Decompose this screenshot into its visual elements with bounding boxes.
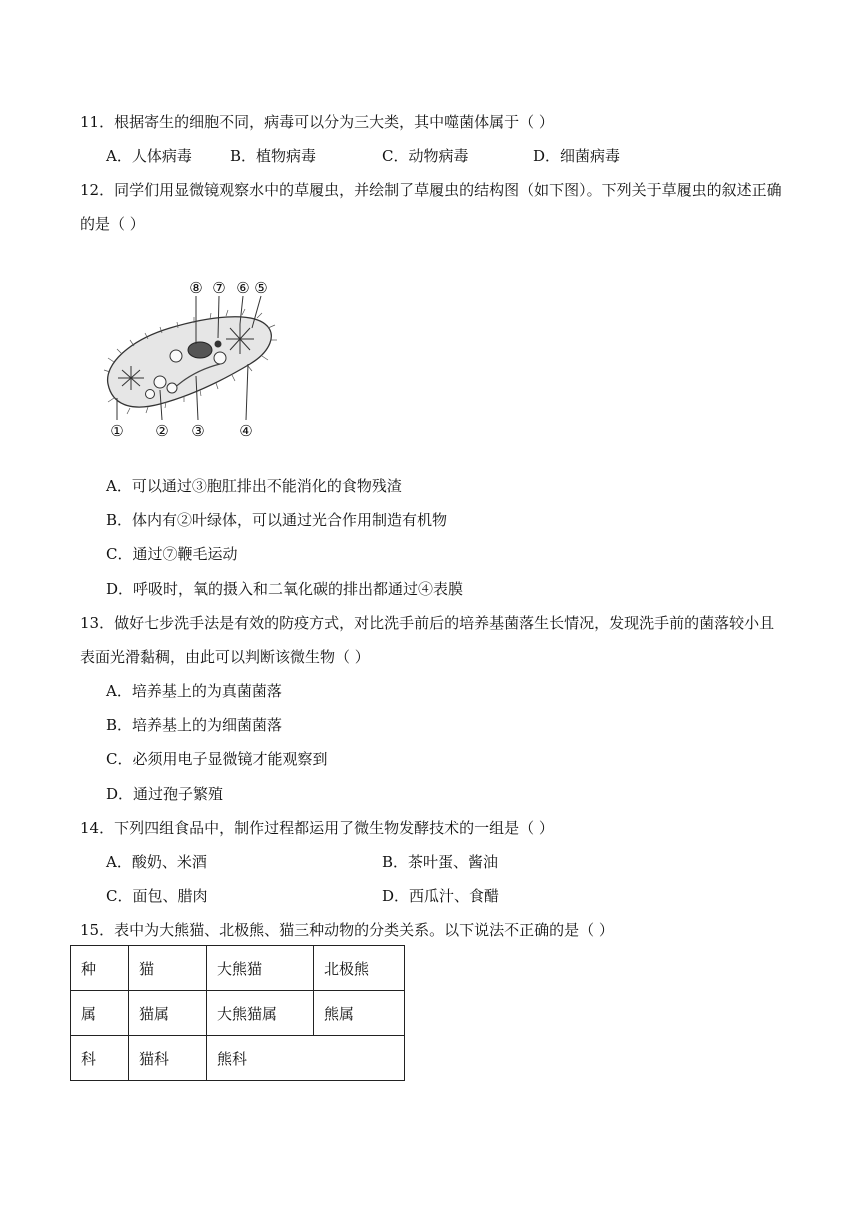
q14-stem: 14．下列四组食品中，制作过程都运用了微生物发酵技术的一组是（ ） [80,819,554,837]
label-5: ⑤ [254,279,268,297]
q14-option-d: D．西瓜汁、食醋 [382,887,500,905]
table-cell: 属 [71,991,129,1036]
q11-option-a: A．人体病毒 [106,147,192,165]
table-cell: 种 [71,946,129,991]
table-cell: 科 [71,1036,129,1081]
q13-option-d: D．通过孢子繁殖 [106,785,224,803]
q12-stem-line1: 12．同学们用显微镜观察水中的草履虫，并绘制了草履虫的结构图（如下图）。下列关于草履虫的叙述正确 [80,181,782,199]
q14-options-row2 [106,886,806,906]
paramecium-figure [100,272,290,442]
q15-stem: 15．表中为大熊猫、北极熊、猫三种动物的分类关系。以下说法不正确的是（ ） [80,921,614,939]
classification-table [70,945,405,1081]
q11-option-b: B．植物病毒 [230,147,317,165]
table-cell: 熊属 [314,991,405,1036]
table-cell: 熊科 [207,1036,405,1081]
q13-stem-line2: 表面光滑黏稠，由此可以判断该微生物（ ） [80,648,370,666]
table-row [71,1036,405,1081]
q14-option-c: C．面包、腊肉 [106,887,208,905]
q11-options [106,146,806,166]
q14-option-a: A．酸奶、米酒 [106,853,207,871]
label-3: ③ [191,422,205,440]
q13-stem-line1: 13．做好七步洗手法是有效的防疫方式，对比洗手前后的培养基菌落生长情况，发现洗手前的菌落较小且 [80,614,775,632]
q13-option-a: A．培养基上的为真菌菌落 [106,682,282,700]
q12-stem-line2: 的是（ ） [80,215,145,233]
label-8: ⑧ [189,279,203,297]
q11-stem: 11．根据寄生的细胞不同，病毒可以分为三大类，其中噬菌体属于（ ） [80,113,554,131]
table-row [71,991,405,1036]
q11-option-c: C．动物病毒 [382,147,469,165]
table-cell: 猫科 [129,1036,207,1081]
q13-option-b: B．培养基上的为细菌菌落 [106,716,283,734]
q14-options-row1 [106,852,806,872]
label-6: ⑥ [236,279,250,297]
label-2: ② [155,422,169,440]
label-4: ④ [239,422,253,440]
q12-option-c: C．通过⑦鞭毛运动 [106,545,238,563]
q13-option-c: C．必须用电子显微镜才能观察到 [106,750,328,768]
q11-option-d: D．细菌病毒 [533,147,621,165]
label-7: ⑦ [212,279,226,297]
q14-option-b: B．茶叶蛋、酱油 [382,853,499,871]
q12-option-a: A．可以通过③胞肛排出不能消化的食物残渣 [106,477,402,495]
macronucleus [188,342,212,358]
q12-option-d: D．呼吸时，氧的摄入和二氧化碳的排出都通过④表膜 [106,580,464,598]
label-1: ① [110,422,124,440]
table-cell: 猫 [129,946,207,991]
table-cell: 大熊猫属 [207,991,314,1036]
q12-option-b: B．体内有②叶绿体，可以通过光合作用制造有机物 [106,511,448,529]
micronucleus [215,341,222,348]
table-row [71,946,405,991]
table-cell: 猫属 [129,991,207,1036]
table-cell: 大熊猫 [207,946,314,991]
table-cell: 北极熊 [314,946,405,991]
